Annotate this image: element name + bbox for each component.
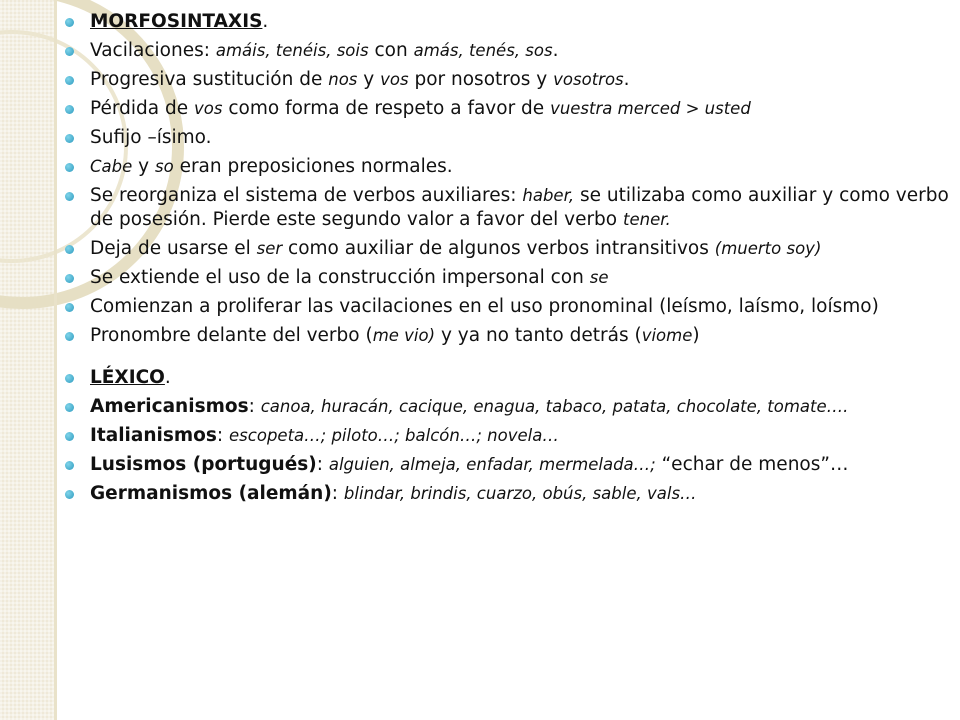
bullet-icon <box>65 134 74 143</box>
bullet-icon <box>65 303 74 312</box>
list-item: Americanismos: canoa, huracán, cacique, enagua, tabaco, patata, chocolate, tomate…. <box>60 395 955 419</box>
list-item: Deja de usarse el ser como auxiliar de algunos verbos intransitivos (muerto soy) <box>60 237 955 261</box>
bullet-icon <box>65 432 74 441</box>
bullet-icon <box>65 490 74 499</box>
bullet-icon <box>65 274 74 283</box>
list-item: Pronombre delante del verbo (me vio) y ya no tanto detrás (viome) <box>60 324 955 348</box>
list-item: Sufijo –ísimo. <box>60 126 955 150</box>
list-item: Progresiva sustitución de nos y vos por nosotros y vosotros. <box>60 68 955 92</box>
list-item: Germanismos (alemán): blindar, brindis, cuarzo, obús, sable, vals… <box>60 482 955 506</box>
bullet-icon <box>65 374 74 383</box>
bullet-icon <box>65 105 74 114</box>
decorative-rule <box>54 0 57 720</box>
list-item: Se reorganiza el sistema de verbos auxiliares: haber, se utilizaba como auxiliar y como verbo de posesión. Pierde este segundo valor a favor del verbo tener. <box>60 184 955 232</box>
bullet-icon <box>65 76 74 85</box>
decorative-band <box>0 0 54 720</box>
bullet-icon <box>65 332 74 341</box>
section-title: MORFOSINTAXIS <box>90 11 263 32</box>
bullet-icon <box>65 163 74 172</box>
list-item: Italianismos: escopeta…; piloto…; balcón…; novela… <box>60 424 955 448</box>
heading-morfosintaxis: MORFOSINTAXIS. <box>60 10 955 34</box>
list-item: Pérdida de vos como forma de respeto a favor de vuestra merced > usted <box>60 97 955 121</box>
bullet-icon <box>65 18 74 27</box>
bullet-icon <box>65 403 74 412</box>
bullet-icon <box>65 47 74 56</box>
list-item: Vacilaciones: amáis, tenéis, sois con amás, tenés, sos. <box>60 39 955 63</box>
bullet-icon <box>65 192 74 201</box>
heading-lexico: LÉXICO. <box>60 366 955 390</box>
list-item: Cabe y so eran preposiciones normales. <box>60 155 955 179</box>
slide-content <box>60 10 955 511</box>
section-title: LÉXICO <box>90 367 165 388</box>
bullet-icon <box>65 461 74 470</box>
list-item: Comienzan a proliferar las vacilaciones en el uso pronominal (leísmo, laísmo, loísmo) <box>60 295 955 319</box>
list-item: Se extiende el uso de la construcción impersonal con se <box>60 266 955 290</box>
list-item: Lusismos (portugués): alguien, almeja, enfadar, mermelada…; “echar de menos”… <box>60 453 955 477</box>
bullet-icon <box>65 245 74 254</box>
